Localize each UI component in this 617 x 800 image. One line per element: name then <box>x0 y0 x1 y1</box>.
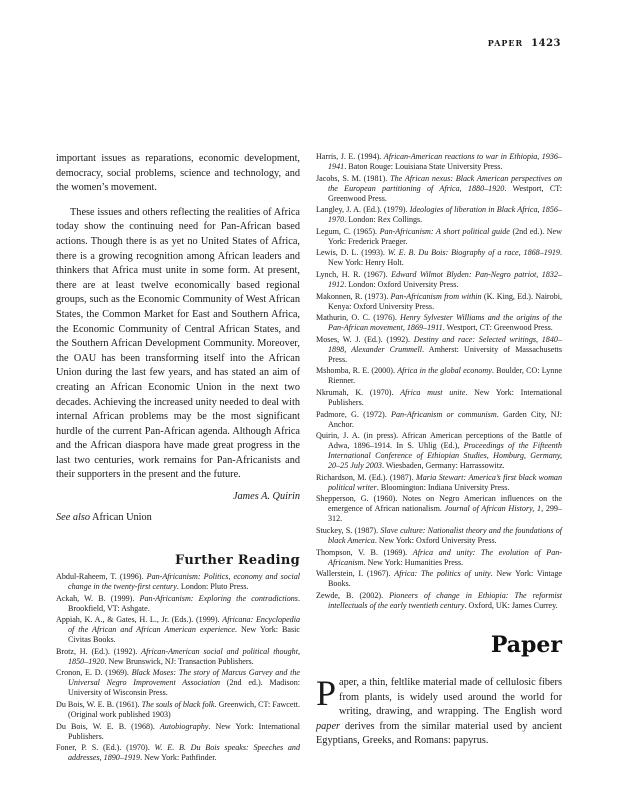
reference-item <box>56 572 300 592</box>
reference-item <box>56 743 300 763</box>
reference-publisher: . Greenwich, CT: Fawcett. (Original work published 1903) <box>68 700 300 720</box>
reference-author: Appiah, K. A., & Gates, H. L., Jr. (Eds.). (1999). <box>56 615 223 625</box>
running-head <box>488 38 561 49</box>
reference-publisher: . New York: Henry Holt. <box>328 248 562 268</box>
see-also-link[interactable]: African Union <box>92 512 152 524</box>
reference-title: Pan-Africanism from within <box>390 291 482 301</box>
reference-item <box>316 591 562 611</box>
reference-title: Africa and unity: The evolution of Pan-Africanism <box>328 547 562 567</box>
reference-publisher: . London: Rex Collings. <box>344 215 423 225</box>
reference-item <box>316 335 562 365</box>
reference-publisher: . New York: International Publishers. <box>68 721 300 741</box>
reference-publisher: . Westport, CT: Greenwood Press. <box>328 183 563 203</box>
reference-author: Langley, J. A. (Ed.). (1979). <box>316 205 410 215</box>
reference-item <box>316 292 562 312</box>
paper-text-2: derives from the similar material used by ancient Egyptians, Greeks, and Romans: papyrus. <box>316 720 562 747</box>
reference-author: Jacobs, S. M. (1981). <box>316 173 391 183</box>
reference-list-left <box>56 572 300 763</box>
reference-publisher: . Oxford, UK: James Currey. <box>464 600 558 610</box>
reference-item <box>56 668 300 698</box>
reference-item <box>316 313 562 333</box>
reference-author: Du Bois, W. E. B. (1961). <box>56 700 142 710</box>
reference-title: Henry Sylvester Williams and the origins of the Pan-African movement, 1869–1911 <box>328 313 562 333</box>
reference-author: Abdul-Raheem, T. (1996). <box>56 572 147 582</box>
reference-item <box>56 722 300 742</box>
reference-publisher: . Garden City, NJ: Anchor. <box>328 409 562 429</box>
reference-publisher: . Amherst: University of Massachusetts Press. <box>328 344 562 364</box>
reference-publisher: . New York: Pathfinder. <box>140 753 217 763</box>
reference-item <box>316 569 562 589</box>
reference-author: Mathurin, O. C. (1976). <box>316 313 401 323</box>
reference-title: Africa must unite <box>400 387 466 397</box>
reference-publisher: . Wiesbaden, Germany: Harrassowitz. <box>381 461 505 471</box>
reference-item <box>316 494 562 524</box>
paper-entry <box>316 673 562 749</box>
reference-title: Africa: The politics of unity <box>394 569 491 579</box>
reference-publisher: . New York: Basic Civitas Books. <box>68 625 300 645</box>
further-reading-heading: Further Reading <box>175 553 300 569</box>
reference-author: Ackah, W. B. (1999). <box>56 593 140 603</box>
reference-title: African-American reactions to war in Ethiopia, 1936–1941 <box>328 152 562 171</box>
reference-title: W. E. B. Du Bois speaks: Speeches and addresses, 1890–1919 <box>68 743 300 763</box>
reference-title: Edward Wilmot Blyden: Pan-Negro patriot, 1832–1912 <box>328 269 562 289</box>
reference-publisher: . Brookfield, VT: Ashgate. <box>68 593 300 613</box>
reference-title: Proceedings of the Fifteenth International Conference of Ethiopian Studies, Homburg, Germany, 20–25 July 2003 <box>328 441 562 471</box>
entry-title-paper: Paper <box>490 632 562 658</box>
reference-author: Shepperson, G. (1960). Notes on Negro American influences on the emergence of African nationalism. <box>316 494 562 514</box>
reference-publisher: (2nd ed.). New York: Frederick Praeger. <box>328 226 562 246</box>
reference-publisher: . New York: Humanities Press. <box>363 557 464 567</box>
reference-publisher: . New Brunswick, NJ: Transaction Publishers. <box>104 656 254 666</box>
reference-title: African-American social and political thought, 1850–1920 <box>68 646 300 666</box>
reference-publisher: (2nd ed.). Madison: University of Wisconsin Press. <box>68 678 300 698</box>
reference-publisher: . London: Pluto Press. <box>176 582 249 592</box>
reference-title: Pan-Africanism: Politics, economy and social change in the twenty-first century <box>68 572 300 592</box>
reference-title: The African nexus: Black American perspectives on the European partitioning of Africa, 1880–1920 <box>328 173 562 193</box>
reference-item <box>316 366 562 386</box>
reference-author: Moses, W. J. (Ed.). (1992). <box>316 334 414 344</box>
reference-publisher: . Bloomington: Indiana University Press. <box>376 482 510 492</box>
reference-publisher: . Westport, CT: Greenwood Press. <box>442 323 553 333</box>
reference-item <box>316 174 562 204</box>
reference-publisher: . New York: Oxford University Press. <box>374 535 497 545</box>
reference-title: Pan-Africanism or communism <box>391 409 497 419</box>
reference-title: The souls of black folk <box>141 700 215 710</box>
reference-publisher: . London: Oxford University Press. <box>344 279 459 289</box>
reference-publisher: (K. King, Ed.). Nairobi, Kenya: Oxford University Press. <box>328 291 562 311</box>
reference-author: Wallerstein, I. (1967). <box>316 569 395 579</box>
reference-author: Stuckey, S. (1987). <box>316 525 381 535</box>
reference-author: Richardson, M. (Ed.). (1987). <box>316 472 416 482</box>
reference-item <box>56 700 300 720</box>
paragraph-2: These issues and others reflecting the realities of Africa today show the continuing need for Pan-African based actions. Though there is as yet no United States of Africa, there is a growing recognition among African leaders and thinkers that Africa must unite in some form. At present, there are at least twelve economically based regional groups, such as the Economic Community of West African States, the Common Market for East and Southern Africa, the Economic Community of Central African States, and the Southern African Development Community. Moreover, the OAU has been transforming itself into the African Union during the last few years, and has stated an aim of creating an African Economic Union in the next two decades. Achieving the increased unity needed to deal with internal African problems may be the most significant hurdle of the current Pan-African agenda. Although Africa and the African diaspora have made great progress in the last two centuries, work remains for Pan-Africanists and their supporters in the present and the future. <box>56 206 300 481</box>
reference-item <box>316 205 562 225</box>
paper-text-emphasis: paper <box>316 720 341 732</box>
reference-title: Maria Stewart: America’s first black woman political writer <box>328 472 563 492</box>
reference-author: Makonnen, R. (1973). <box>316 291 391 301</box>
see-also <box>56 512 300 523</box>
reference-title: Africa in the global economy <box>397 366 492 376</box>
reference-item <box>316 248 562 268</box>
reference-item <box>316 526 562 546</box>
right-column <box>316 152 562 612</box>
reference-author: Padmore, G. (1972). <box>316 409 392 419</box>
reference-author: Foner, P. S. (Ed.). (1970). <box>56 743 155 753</box>
reference-author: Lewis, D. L. (1993). <box>316 248 388 258</box>
reference-title: Autobiography <box>159 721 209 731</box>
reference-item <box>316 388 562 408</box>
left-column <box>56 152 300 765</box>
reference-publisher: . Boulder, CO: Lynne Rienner. <box>328 366 562 386</box>
reference-title: Destiny and race: Selected writings, 1840–1898, Alexander Crummell <box>328 334 562 354</box>
reference-title: Africana: Encyclopedia of the African and African American experience <box>68 615 301 635</box>
reference-author: Lynch, H. R. (1967). <box>316 269 392 279</box>
author-byline: James A. Quirin <box>232 491 300 503</box>
reference-publisher: . New York: International Publishers. <box>328 387 562 407</box>
reference-item <box>56 615 300 645</box>
reference-item <box>56 594 300 614</box>
reference-author: Brotz, H. (Ed.). (1992). <box>56 646 142 656</box>
drop-cap: P <box>316 673 337 713</box>
reference-list-right <box>316 152 562 611</box>
paper-intro-paragraph <box>316 673 562 749</box>
reference-item <box>56 647 300 667</box>
reference-title: Black Moses: The story of Marcus Garvey and the Universal Negro Improvement Association <box>68 668 300 688</box>
reference-author: Zewde, B. (2002). <box>316 590 390 600</box>
reference-author: Thompson, V. B. (1969). <box>316 547 413 557</box>
reference-item <box>316 227 562 247</box>
page-number: 1423 <box>531 38 561 49</box>
reference-publisher: . New York: Vintage Books. <box>328 569 562 589</box>
reference-title: Pan-Africanism: Exploring the contradictions <box>139 593 298 603</box>
reference-title: Pan-Africanism: A short political guide <box>379 226 510 236</box>
reference-author: Mshomba, R. E. (2000). <box>316 366 398 376</box>
reference-author: Cronon, E. D. (1969). <box>56 668 132 678</box>
reference-item <box>316 270 562 290</box>
reference-author: Legum, C. (1965). <box>316 226 380 236</box>
paragraph-1: important issues as reparations, economic development, democracy, social problems, science and technology, and the women’s movement. <box>56 153 300 194</box>
running-head-word: PAPER <box>487 38 524 48</box>
reference-item <box>316 410 562 430</box>
reference-author: Harris, J. E. (1994). <box>316 152 384 161</box>
reference-author: Nkrumah, K. (1970). <box>316 387 401 397</box>
reference-item <box>316 152 562 172</box>
reference-item <box>316 548 562 568</box>
paper-text-1: aper, a thin, feltlike material made of cellulosic fibers from plants, is widely used around the world for writing, drawing, and wrapping. The English word <box>339 677 562 718</box>
reference-item <box>316 431 562 471</box>
reference-title: W. E. B. Du Bois: Biography of a race, 1868–1919 <box>387 248 560 258</box>
reference-title: Slave culture: Nationalist theory and the foundations of black America <box>328 525 562 545</box>
reference-title: Ideologies of liberation in Black Africa, 1856–1970 <box>328 205 562 225</box>
reference-item <box>316 473 562 493</box>
reference-author: Du Bois, W. E. B. (1968). <box>56 721 160 731</box>
reference-author: Quirin, J. A. (in press). African American perceptions of the Battle of Adwa, 1896–1914. In S. Uhlig (Ed.), <box>316 431 562 451</box>
reference-title: Pioneers of change in Ethiopia: The reformist intellectuals of the early twentieth century <box>328 590 563 610</box>
reference-title: Journal of African History, 1 <box>444 504 542 514</box>
reference-publisher: . Baton Rouge: Louisiana State University Press. <box>344 162 503 171</box>
see-also-label: See also <box>56 512 91 524</box>
reference-publisher: , 299–312. <box>328 504 563 524</box>
